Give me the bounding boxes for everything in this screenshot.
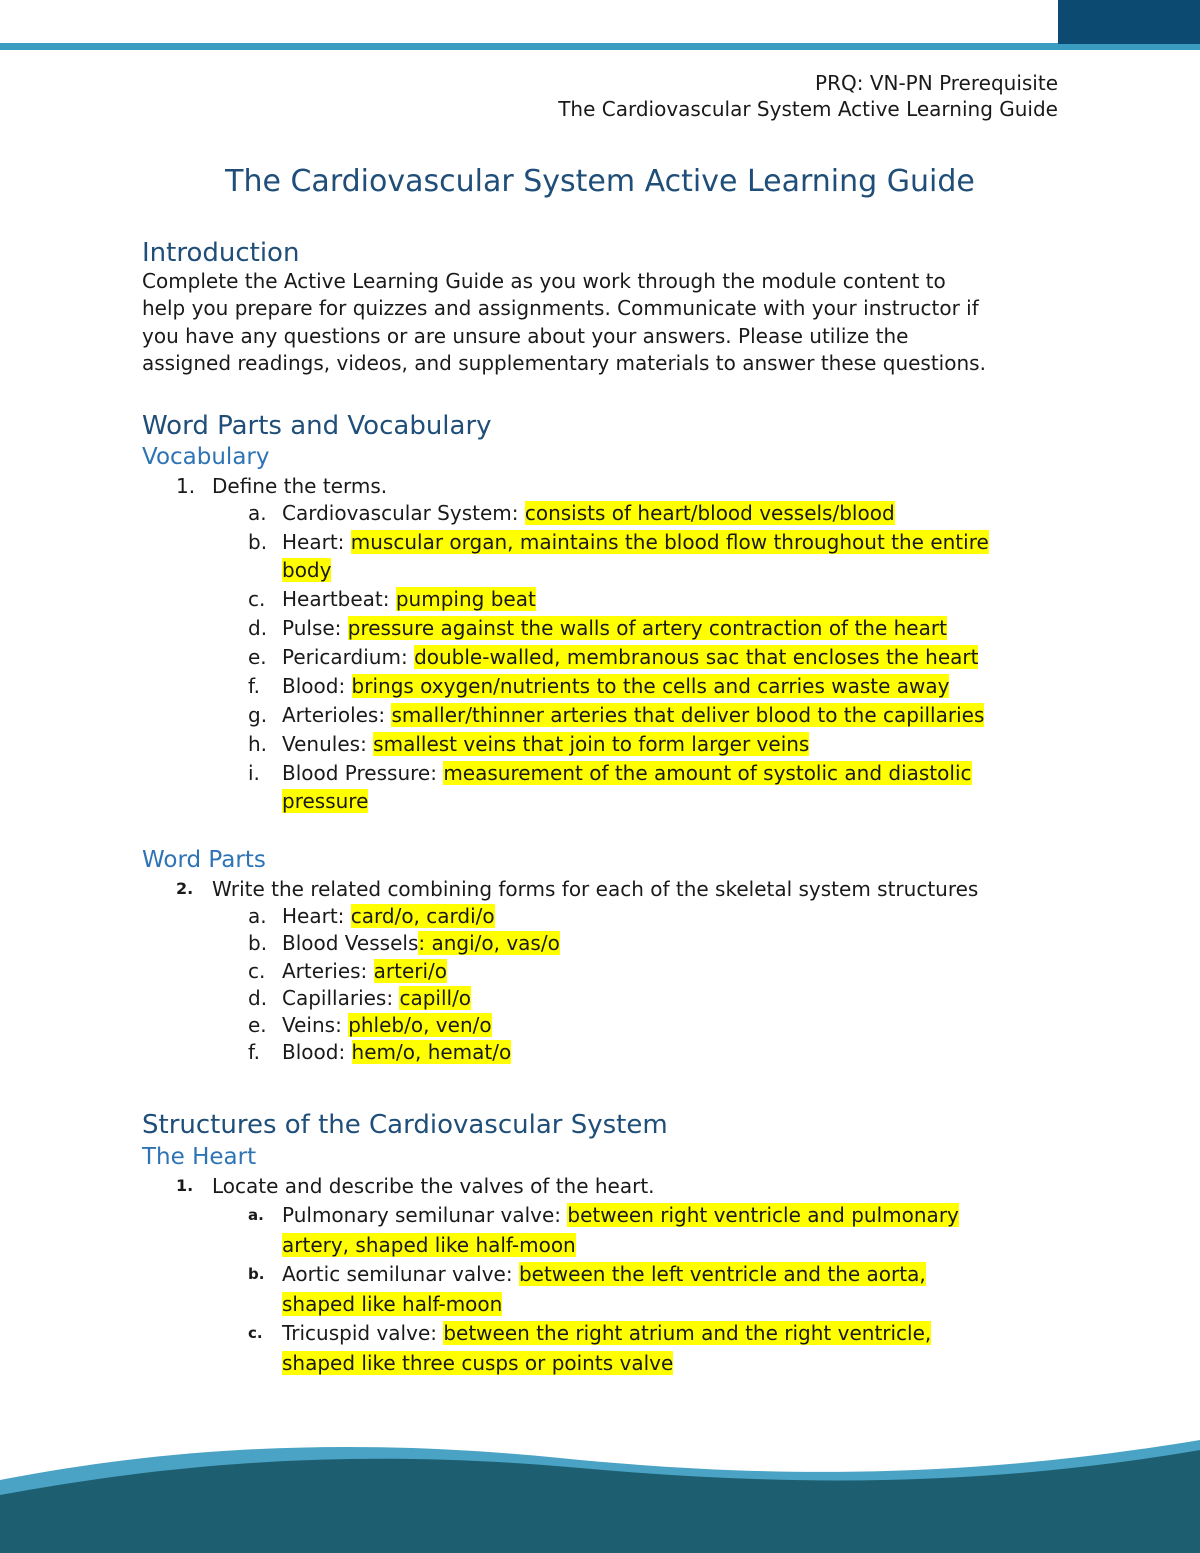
list-marker: a. [248,501,267,525]
running-header-course: PRQ: VN-PN Prerequisite [815,71,1058,95]
term-label: Arterioles: [282,703,392,727]
answer-highlight: pressure against the walls of artery contraction of the heart [347,616,947,640]
list-item [282,643,978,671]
list-marker: c. [248,959,266,983]
answer-highlight: smaller/thinner arteries that deliver blood to the capillaries [391,703,985,727]
answer-highlight: between right ventricle and pulmonary [567,1203,959,1227]
answer-highlight: shaped like half-moon [282,1292,503,1316]
list-item [282,1011,492,1039]
term-label: Heartbeat: [282,587,396,611]
header-accent-block [1058,0,1200,44]
list-item-continuation [282,1231,576,1259]
list-item [282,759,972,787]
list-marker: d. [248,616,268,640]
answer-highlight: body [282,558,332,582]
list-item [282,730,809,758]
list-item [282,1319,931,1347]
list-item [282,902,495,930]
list-marker: f. [248,674,260,698]
header-accent-line [0,43,1200,50]
term-label: Blood: [282,1040,352,1064]
term-label: Capillaries: [282,986,400,1010]
term-label: Veins: [282,1013,349,1037]
subheading-the-heart: The Heart [142,1144,257,1170]
answer-highlight: card/o, cardi/o [350,904,495,928]
answer-highlight: between the right atrium and the right ventricle, [443,1321,932,1345]
section-heading-structures: Structures of the Cardiovascular System [142,1110,668,1140]
answer-highlight: double-walled, membranous sac that encloses the heart [414,645,979,669]
page-title: The Cardiovascular System Active Learning Guide [225,164,975,199]
answer-highlight: smallest veins that join to form larger veins [373,732,810,756]
footer-wave [0,1420,1200,1553]
answer-highlight: pumping beat [395,587,536,611]
intro-line: Complete the Active Learning Guide as you work through the module content to [142,269,946,293]
answer-highlight: : angi/o, vas/o [418,931,560,955]
term-label: Tricuspid valve: [282,1321,444,1345]
list-item-continuation [282,1290,502,1318]
term-label: Cardiovascular System: [282,501,525,525]
answer-highlight: pressure [282,789,369,813]
running-header-title: The Cardiovascular System Active Learning Guide [558,97,1058,121]
term-label: Venules: [282,732,374,756]
list-item [282,585,536,613]
list-item-continuation [282,1349,673,1377]
intro-line: you have any questions or are unsure about your answers. Please utilize the [142,323,909,348]
intro-paragraph [142,268,1072,378]
term-label: Blood Vessels [282,931,419,955]
list-item-continuation [282,787,368,815]
list-item [282,1038,511,1066]
list-marker: e. [248,645,267,669]
answer-highlight: arteri/o [373,959,448,983]
list-marker: b. [248,530,268,554]
term-label: Pericardium: [282,645,415,669]
subheading-vocabulary: Vocabulary [142,444,270,470]
term-label: Heart: [282,904,351,928]
list-item [282,1260,926,1288]
answer-highlight: muscular organ, maintains the blood flow throughout the entire [350,530,989,554]
intro-heading: Introduction [142,238,300,268]
list-item [282,957,447,985]
question-number: 1. [176,474,196,498]
answer-highlight: capill/o [399,986,472,1010]
term-label: Blood Pressure: [282,761,444,785]
list-marker: g. [248,703,268,727]
section-heading-word-parts-vocab: Word Parts and Vocabulary [142,411,492,441]
list-item-continuation [282,556,331,584]
answer-highlight: measurement of the amount of systolic and diastolic [443,761,972,785]
term-label: Aortic semilunar valve: [282,1262,519,1286]
list-marker: b. [248,1265,265,1283]
list-item [282,929,560,957]
list-marker: d. [248,986,268,1010]
subheading-word-parts: Word Parts [142,847,266,873]
list-item [282,528,989,556]
list-item [282,1201,959,1229]
answer-highlight: brings oxygen/nutrients to the cells and carries waste away [351,674,950,698]
list-marker: b. [248,931,268,955]
list-marker: a. [248,904,267,928]
answer-highlight: consists of heart/blood vessels/blood [524,501,895,525]
question-number: 1. [176,1176,194,1195]
list-marker: e. [248,1013,267,1037]
list-marker: i. [248,761,260,785]
list-marker: h. [248,732,268,756]
term-label: Heart: [282,530,351,554]
answer-highlight: between the left ventricle and the aorta, [518,1262,926,1286]
question-text: Define the terms. [212,474,388,498]
question-text: Locate and describe the valves of the heart. [212,1174,655,1198]
answer-highlight: hem/o, hemat/o [351,1040,512,1064]
list-marker: c. [248,1324,263,1342]
list-item [282,672,949,700]
intro-line: help you prepare for quizzes and assignments. Communicate with your instructor if [142,296,979,321]
list-item [282,984,471,1012]
term-label: Blood: [282,674,352,698]
list-item [282,701,984,729]
intro-line: assigned readings, videos, and supplementary materials to answer these questions. [142,351,986,376]
term-label: Pulmonary semilunar valve: [282,1203,568,1227]
answer-highlight: artery, shaped like half-moon [282,1233,576,1257]
term-label: Arteries: [282,959,374,983]
answer-highlight: phleb/o, ven/o [348,1013,492,1037]
list-marker: f. [248,1040,260,1064]
answer-highlight: shaped like three cusps or points valve [282,1351,674,1375]
list-item [282,499,895,527]
list-item [282,614,947,642]
list-marker: a. [248,1206,264,1224]
term-label: Pulse: [282,616,348,640]
list-marker: c. [248,587,266,611]
question-number: 2. [176,879,194,898]
question-text: Write the related combining forms for each of the skeletal system structures [212,877,979,901]
